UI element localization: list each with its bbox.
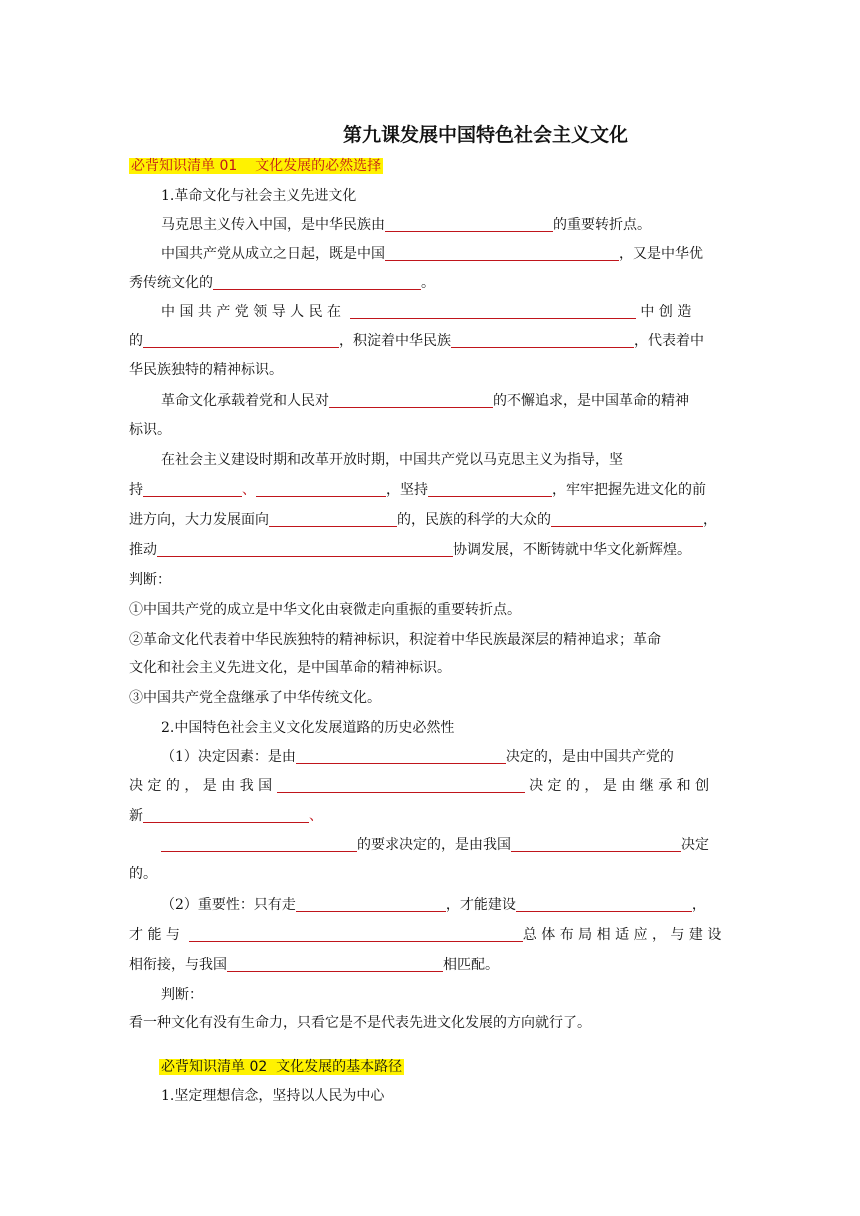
judge-label: 判断： bbox=[161, 987, 203, 1003]
blank bbox=[227, 957, 443, 972]
blank bbox=[451, 333, 634, 348]
line: 马克思主义传入中国，是中华民族由 的重要转折点。 bbox=[161, 217, 651, 233]
blank bbox=[157, 542, 453, 557]
subheading-1: 1.革命文化与社会主义先进文化 bbox=[161, 188, 357, 204]
blank bbox=[269, 512, 397, 527]
line: 秀传统文化的 。 bbox=[129, 275, 435, 291]
page-title: 第九课发展中国特色社会主义文化 bbox=[343, 124, 629, 146]
line: 中国共产党从成立之日起，既是中国 ，又是中华优 bbox=[161, 246, 703, 262]
judge-item: ②革命文化代表着中华民族独特的精神标识，积淀着中华民族最深层的精神追求；革命 bbox=[129, 632, 661, 648]
blank bbox=[189, 927, 523, 942]
blank bbox=[551, 512, 703, 527]
blank bbox=[277, 778, 525, 793]
line: 的。 bbox=[129, 866, 157, 882]
judge-item: ①中国共产党的成立是中华文化由衰微走向重振的重要转折点。 bbox=[129, 602, 521, 618]
blank bbox=[256, 482, 386, 497]
blank bbox=[428, 482, 552, 497]
judge-item: ③中国共产党全盘继承了中华传统文化。 bbox=[129, 690, 381, 706]
blank bbox=[143, 482, 242, 497]
line: 革命文化承载着党和人民对 的不懈追求，是中国革命的精神 bbox=[161, 393, 689, 409]
subheading-2: 2.中国特色社会主义文化发展道路的历史必然性 bbox=[161, 720, 455, 736]
line: 的要求决定的，是由我国 决定 bbox=[161, 835, 709, 855]
blank bbox=[296, 897, 446, 912]
blank bbox=[296, 749, 506, 764]
section-header-01 bbox=[129, 156, 383, 176]
line: 决 定 的 ， 是 由 我 国 决 定 的 ， 是 由 继 承 和 创 bbox=[129, 778, 710, 794]
section-header-02 bbox=[159, 1057, 404, 1077]
line: 中 国 共 产 党 领 导 人 民 在 中 创 造 bbox=[161, 304, 692, 320]
line: 持 、 ，坚持 ，牢牢把握先进文化的前 bbox=[129, 482, 706, 498]
line: （1）决定因素：是由 决定的，是由中国共产党的 bbox=[161, 749, 674, 765]
section-label: 必背知识清单 02 文化发展的基本路径 bbox=[161, 1059, 403, 1075]
judge-item: 看一种文化有没有生命力，只看它是不是代表先进文化发展的方向就行了。 bbox=[129, 1015, 591, 1031]
line: 华民族独特的精神标识。 bbox=[129, 362, 283, 378]
blank bbox=[511, 837, 681, 852]
blank bbox=[213, 275, 421, 290]
line: 新 、 bbox=[129, 808, 323, 824]
line: 才 能 与 总 体 布 局 相 适 应 ， 与 建 设 bbox=[129, 927, 722, 943]
blank bbox=[516, 897, 692, 912]
blank bbox=[385, 246, 619, 261]
line: 相衔接，与我国 相匹配。 bbox=[129, 957, 499, 973]
line: 进方向，大力发展面向 的，民族的科学的大众的 ， bbox=[129, 512, 717, 528]
judge-item-cont: 文化和社会主义先进文化，是中国革命的精神标识。 bbox=[129, 660, 451, 676]
line: 在社会主义建设时期和改革开放时期，中国共产党以马克思主义为指导，坚 bbox=[161, 452, 623, 468]
line: （2）重要性：只有走 ，才能建设 ， bbox=[161, 897, 706, 913]
blank bbox=[161, 837, 357, 852]
blank bbox=[350, 304, 636, 319]
subheading-3: 1.坚定理想信念，坚持以人民为中心 bbox=[161, 1088, 385, 1104]
blank bbox=[143, 808, 309, 823]
line: 标识。 bbox=[129, 422, 171, 438]
line: 的 ，积淀着中华民族 ，代表着中 bbox=[129, 333, 704, 349]
blank bbox=[385, 217, 553, 232]
line: 推动 协调发展，不断铸就中华文化新辉煌。 bbox=[129, 542, 691, 558]
judge-label: 判断： bbox=[129, 572, 171, 588]
section-label: 必背知识清单 01 文化发展的必然选择 bbox=[131, 158, 382, 174]
blank bbox=[143, 333, 339, 348]
blank bbox=[329, 393, 493, 408]
